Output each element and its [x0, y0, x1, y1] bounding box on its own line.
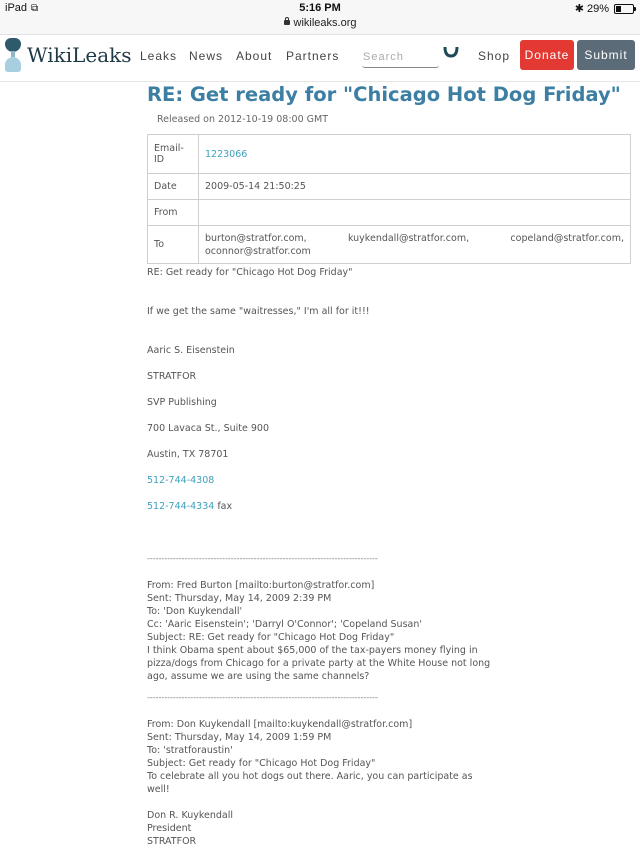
to-recipient: burton@stratfor.com, [205, 232, 307, 244]
email-id-link[interactable]: 1223066 [205, 148, 248, 160]
quoted-line: Sent: Thursday, May 14, 2009 1:59 PM [147, 732, 332, 743]
clock: 5:16 PM [299, 2, 341, 14]
logo-text: WikiLeaks [27, 43, 132, 67]
nav-partners[interactable]: Partners [286, 49, 340, 63]
quoted-signature [147, 809, 633, 848]
logo[interactable] [4, 35, 132, 75]
quoted-line: To: 'Don Kuykendall' [147, 606, 243, 617]
status-right [575, 2, 634, 15]
email-id-label: Email- ID [148, 135, 199, 174]
email-content [147, 82, 633, 848]
bluetooth-icon: ✱ [574, 3, 584, 15]
quoted-line: From: Don Kuykendall [mailto:kuykendall@stratfor.com] [147, 719, 413, 730]
quoted-line: To: 'stratforaustin' [147, 745, 233, 756]
nav-leaks[interactable]: Leaks [140, 49, 178, 63]
battery-icon [614, 4, 634, 14]
separator: -------------------------------------------------------------------------------- [147, 554, 378, 563]
battery-fill [616, 6, 621, 12]
quoted-message-2 [147, 718, 633, 796]
meta-row-from [148, 200, 631, 226]
device-label: iPad [5, 2, 28, 14]
signature-line: 700 Lavaca St., Suite 900 [147, 423, 270, 434]
search-input[interactable]: Search [362, 47, 439, 68]
fax-label: fax [214, 501, 233, 512]
email-body [147, 266, 633, 848]
quoted-signature-line: STRATFOR [147, 836, 197, 847]
quoted-message-1 [147, 579, 633, 683]
nav-about[interactable]: About [236, 49, 273, 63]
quoted-line: I think Obama spent about $65,000 of the tax-payers money flying in [147, 645, 478, 656]
release-date: Released on 2012-10-19 08:00 GMT [157, 114, 329, 125]
fax-link[interactable]: 512-744-4334 [147, 501, 215, 512]
signature-line: STRATFOR [147, 371, 197, 382]
lock-icon [284, 20, 290, 25]
subject-line: RE: Get ready for "Chicago Hot Dog Friday" [147, 267, 353, 278]
quoted-line: To celebrate all you hot dogs out there. Aaric, you can participate as [147, 771, 473, 782]
to-recipient: oconnor@stratfor.com [205, 245, 311, 257]
signature-line: SVP Publishing [147, 397, 217, 408]
status-bar [0, 0, 640, 35]
donate-button[interactable]: Donate [520, 40, 574, 70]
signature-line: Aaric S. Eisenstein [147, 345, 235, 356]
quoted-line: Sent: Thursday, May 14, 2009 2:39 PM [147, 593, 332, 604]
to-value [199, 226, 631, 264]
separator: -------------------------------------------------------------------------------- [147, 693, 378, 702]
quoted-line: From: Fred Burton [mailto:burton@stratfor.com] [147, 580, 375, 591]
nav-news[interactable]: News [189, 49, 224, 63]
site-header [0, 35, 640, 82]
battery-percent: 29% [586, 2, 609, 15]
quoted-line: pizza/dogs from Chicago for a private party at the White House not long [147, 658, 491, 669]
from-value [199, 200, 631, 226]
from-label: From [148, 200, 199, 226]
quoted-line: ago, assume we are using the same channels? [147, 671, 370, 682]
quoted-signature-line: Don R. Kuykendall [147, 810, 234, 821]
quoted-line: Subject: Get ready for "Chicago Hot Dog Friday" [147, 758, 376, 769]
date-value: 2009-05-14 21:50:25 [199, 174, 631, 200]
to-recipient: kuykendall@stratfor.com, [347, 232, 470, 244]
page-title: RE: Get ready for "Chicago Hot Dog Friday" [147, 83, 621, 106]
meta-row-email-id [148, 135, 631, 174]
url-text: wikileaks.org [293, 17, 357, 29]
signature-line: Austin, TX 78701 [147, 449, 229, 460]
email-meta-table [147, 134, 631, 264]
sync-icon: ⧉ [31, 3, 39, 14]
quoted-line: well! [147, 784, 170, 795]
phone-link[interactable]: 512-744-4308 [147, 475, 215, 486]
to-recipient: copeland@stratfor.com, [510, 232, 624, 244]
meta-row-to [148, 226, 631, 264]
reply-text: If we get the same "waitresses," I'm all for it!!! [147, 306, 370, 317]
date-label: Date [148, 174, 199, 200]
meta-row-date [148, 174, 631, 200]
hourglass-logo-icon [4, 37, 22, 73]
address-bar[interactable] [0, 17, 640, 29]
search-icon[interactable] [443, 44, 459, 60]
nav-shop[interactable]: Shop [478, 49, 511, 63]
quoted-line: Subject: RE: Get ready for "Chicago Hot Dog Friday" [147, 632, 395, 643]
quoted-signature-line: President [147, 823, 192, 834]
submit-button[interactable]: Submit [577, 40, 635, 70]
quoted-line: Cc: 'Aaric Eisenstein'; 'Darryl O'Connor'; 'Copeland Susan' [147, 619, 422, 630]
to-label: To [148, 226, 199, 264]
